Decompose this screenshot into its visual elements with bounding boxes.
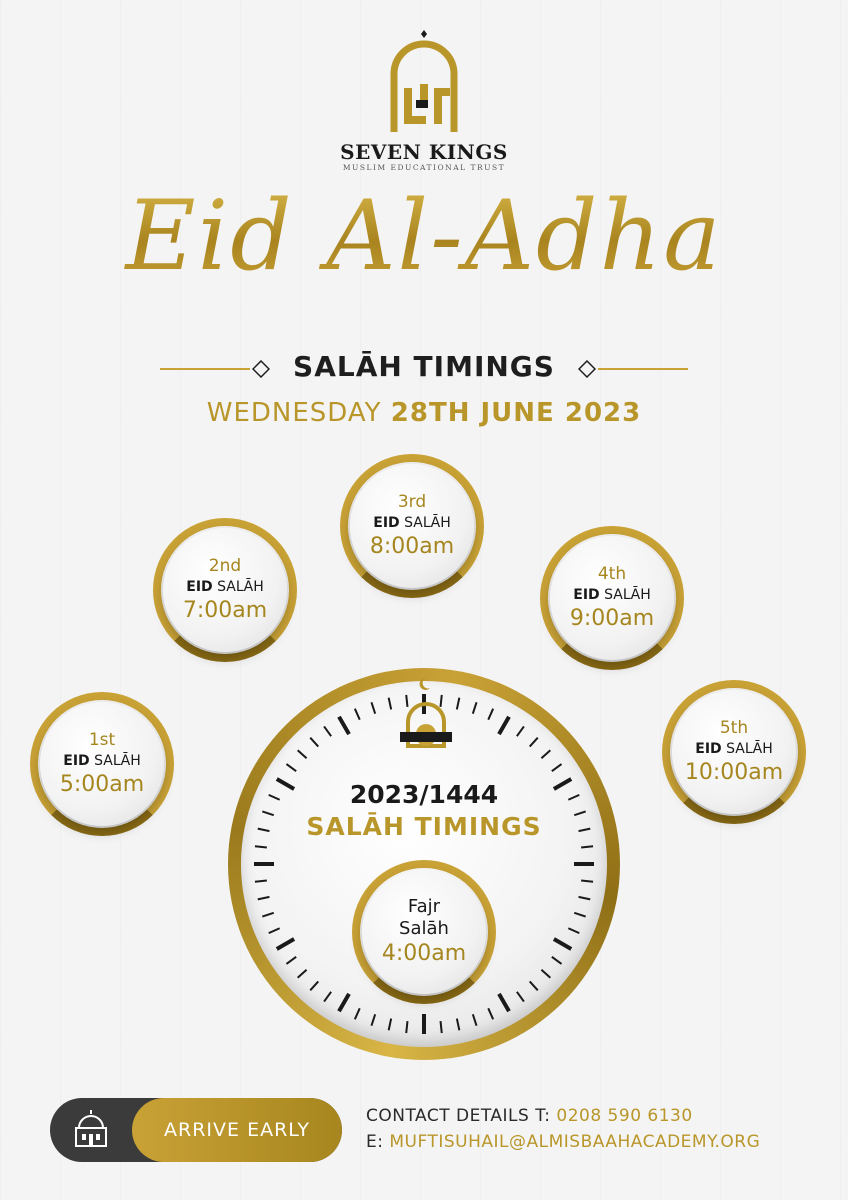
clock-tick xyxy=(406,1021,407,1033)
clock-tick xyxy=(499,994,509,1011)
salah-time: 8:00am xyxy=(369,534,455,559)
salah-ordinal: 1st xyxy=(88,730,116,750)
salah-label: EID SALĀH xyxy=(373,515,451,531)
salah-2 xyxy=(163,528,287,652)
org-name: SEVEN KINGS xyxy=(340,140,508,164)
clock-tick xyxy=(530,738,538,747)
fajr-time: 4:00am xyxy=(381,941,467,966)
lantern-icon xyxy=(396,676,456,756)
clock-tick xyxy=(286,957,296,964)
date-day: 28TH JUNE 2023 xyxy=(390,398,642,428)
clock-tick xyxy=(552,957,562,964)
clock-tick xyxy=(371,702,375,713)
salah-time: 9:00am xyxy=(569,606,655,631)
clock-tick xyxy=(457,698,459,710)
clock-tick xyxy=(441,1021,442,1033)
clock-tick xyxy=(310,981,318,990)
clock-tick xyxy=(339,994,349,1011)
salah-1 xyxy=(40,702,164,826)
clock-tick xyxy=(473,1014,477,1025)
fajr-salah xyxy=(362,870,486,994)
clock-tick xyxy=(324,992,331,1002)
clock-tick xyxy=(552,764,562,771)
salah-label: EID SALĀH xyxy=(63,753,141,769)
clock-tick xyxy=(255,846,267,847)
clock-tick xyxy=(262,913,273,917)
clock-tick xyxy=(517,726,524,736)
fajr-line1: Fajr xyxy=(407,896,441,917)
contact-phone: CONTACT DETAILS T: 0208 590 6130 xyxy=(366,1106,693,1126)
clock-tick xyxy=(488,1008,493,1019)
clock-tick xyxy=(499,717,509,734)
clock-tick xyxy=(517,992,524,1002)
salah-time: 7:00am xyxy=(182,598,268,623)
page-title: Eid Al-Adha xyxy=(0,180,848,292)
contact-email: E: MUFTISUHAIL@ALMISBAAHACADEMY.ORG xyxy=(366,1132,761,1152)
clock-tick xyxy=(554,939,571,949)
clock-tick xyxy=(355,1008,360,1019)
fajr-line2: Salāh xyxy=(399,918,449,939)
org-subtitle: MUSLIM EDUCATIONAL TRUST xyxy=(342,163,506,172)
clock-tick xyxy=(269,928,280,933)
clock-tick xyxy=(389,1019,391,1031)
clock-year: 2023/1444 xyxy=(349,780,499,809)
clock-tick xyxy=(457,1019,459,1031)
clock-label: SALĀH TIMINGS xyxy=(306,812,542,841)
clock-tick xyxy=(310,738,318,747)
clock-tick xyxy=(541,970,550,978)
clock-tick xyxy=(255,881,267,882)
mosque-icon xyxy=(68,1106,114,1152)
clock-tick xyxy=(488,709,493,720)
clock-tick xyxy=(298,970,307,978)
clock-tick xyxy=(286,764,296,771)
salah-5 xyxy=(672,690,796,814)
clock-tick xyxy=(579,897,591,899)
salah-label: EID SALĀH xyxy=(186,579,264,595)
salah-ordinal: 5th xyxy=(719,718,749,738)
clock-tick xyxy=(355,709,360,720)
salah-ordinal: 4th xyxy=(597,564,627,584)
clock-tick xyxy=(530,981,538,990)
clock-tick xyxy=(581,846,593,847)
clock-tick xyxy=(277,939,294,949)
clock-tick xyxy=(371,1014,375,1025)
clock-tick xyxy=(541,750,550,758)
salah-time: 10:00am xyxy=(684,760,784,785)
clock-tick xyxy=(389,698,391,710)
salah-label: EID SALĀH xyxy=(573,587,651,603)
salah-ordinal: 2nd xyxy=(208,556,242,576)
date-weekday: WEDNESDAY xyxy=(206,398,382,428)
clock-tick xyxy=(324,726,331,736)
salah-label: EID SALĀH xyxy=(695,741,773,757)
salah-time: 5:00am xyxy=(59,772,145,797)
date-line xyxy=(0,398,848,428)
clock-tick xyxy=(473,702,477,713)
clock-tick xyxy=(258,897,270,899)
mosque-logo xyxy=(380,28,468,138)
clock-tick xyxy=(581,881,593,882)
clock-tick xyxy=(574,913,585,917)
clock-tick xyxy=(339,717,349,734)
salah-ordinal: 3rd xyxy=(397,492,427,512)
salah-3 xyxy=(350,464,474,588)
subtitle: SALĀH TIMINGS xyxy=(293,350,555,383)
arrive-early-button: ARRIVE EARLY xyxy=(132,1098,342,1162)
clock-tick xyxy=(298,750,307,758)
clock-tick xyxy=(568,928,579,933)
salah-4 xyxy=(550,536,674,660)
